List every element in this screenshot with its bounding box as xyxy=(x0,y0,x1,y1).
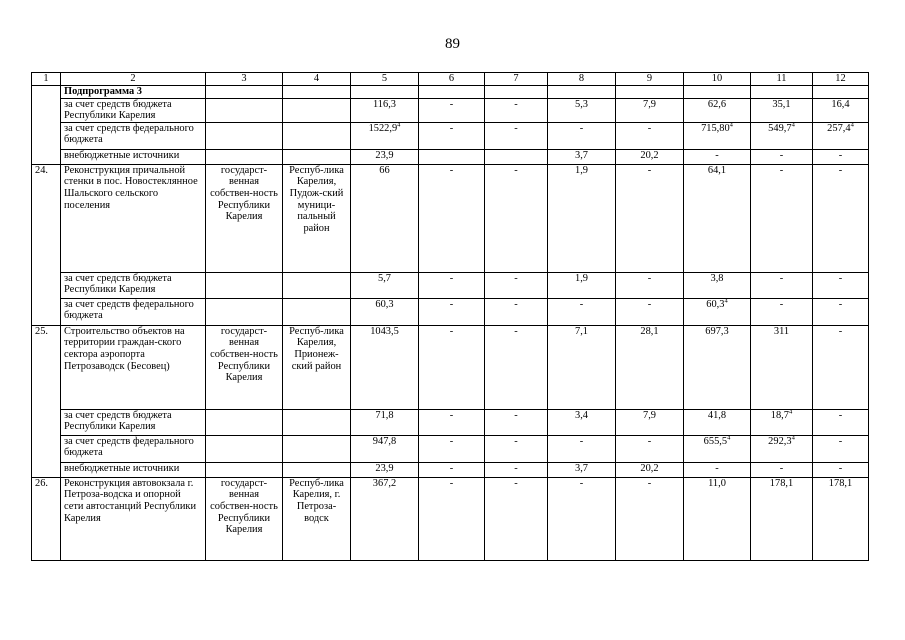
cell-text: - xyxy=(514,272,518,284)
cell-text: - xyxy=(647,298,652,310)
table-cell xyxy=(751,435,813,462)
column-header xyxy=(206,73,283,86)
cell-text: - xyxy=(514,409,518,421)
table-cell xyxy=(419,435,485,462)
ownership xyxy=(206,477,283,560)
table-cell xyxy=(206,122,283,149)
table-cell xyxy=(419,149,485,164)
table-cell xyxy=(485,477,548,560)
footnote-mark: 4 xyxy=(791,435,795,442)
table-cell xyxy=(351,477,419,560)
cell-text: 60,3 xyxy=(706,298,725,310)
cell-text: 7,9 xyxy=(643,98,656,110)
cell-text: - xyxy=(647,435,652,447)
cell-text: 11,0 xyxy=(708,477,726,489)
column-header xyxy=(684,73,751,86)
table-cell xyxy=(751,477,813,560)
table-cell xyxy=(206,435,283,462)
cell-text: 311 xyxy=(773,325,790,337)
table-cell xyxy=(283,272,351,298)
table-cell xyxy=(616,435,684,462)
cell-text: внебюджетные источники xyxy=(64,462,180,474)
table-cell xyxy=(813,164,869,272)
table-cell xyxy=(485,462,548,477)
subprogram-title xyxy=(61,85,206,98)
table-cell xyxy=(616,149,684,164)
cell-text: 257,4 xyxy=(827,122,851,134)
table-cell xyxy=(485,98,548,122)
table-row xyxy=(32,435,869,462)
cell-text: - xyxy=(779,272,784,284)
cell-text: 71,8 xyxy=(375,409,394,421)
table-row xyxy=(32,149,869,164)
column-header xyxy=(61,73,206,86)
cell-text: 41,8 xyxy=(707,409,727,421)
cell-text: - xyxy=(779,298,784,310)
table-cell xyxy=(548,298,616,325)
table-cell xyxy=(813,98,869,122)
cell-text: - xyxy=(647,122,652,134)
cell-text: за счет средств федерального бюджета xyxy=(64,435,194,459)
location xyxy=(283,477,351,560)
column-header xyxy=(616,73,684,86)
cell-text: - xyxy=(514,298,518,310)
column-header xyxy=(351,73,419,86)
cell-text: 66 xyxy=(379,164,390,176)
footnote-mark: 4 xyxy=(397,122,401,129)
table-cell xyxy=(548,409,616,435)
table-cell xyxy=(419,272,485,298)
cell-text: 62,6 xyxy=(707,98,727,110)
table-row xyxy=(32,272,869,298)
cell-text: Респуб-лика Карелия, г. Петроза-водск xyxy=(289,477,344,524)
table-cell xyxy=(485,409,548,435)
cell-text: - xyxy=(715,462,719,474)
table-cell xyxy=(548,477,616,560)
table-cell xyxy=(485,149,548,164)
table-cell xyxy=(548,164,616,272)
table-cell xyxy=(419,409,485,435)
table-cell xyxy=(684,462,751,477)
table-cell xyxy=(684,409,751,435)
cell-text: 5,7 xyxy=(378,272,391,284)
table-cell xyxy=(616,98,684,122)
cell-text: 715,80 xyxy=(701,122,730,134)
row-number-cell xyxy=(32,85,61,164)
table-cell xyxy=(684,272,751,298)
column-header xyxy=(283,73,351,86)
table-cell xyxy=(419,462,485,477)
funding-source-label xyxy=(61,98,206,122)
funding-source-label xyxy=(61,409,206,435)
cell-text: 3,8 xyxy=(710,272,724,284)
table-cell xyxy=(813,409,869,435)
table-cell xyxy=(751,164,813,272)
cell-text: - xyxy=(514,325,518,337)
table-row xyxy=(32,85,869,98)
table-cell xyxy=(548,272,616,298)
cell-text: 3,7 xyxy=(575,462,588,474)
cell-text: - xyxy=(838,325,843,337)
cell-text: - xyxy=(838,298,843,310)
cell-text: Респуб-лика Карелия, Пудож-ский муници-пальный район xyxy=(289,164,344,234)
footnote-mark: 4 xyxy=(791,122,795,129)
cell-text: 8 xyxy=(578,73,585,84)
column-header xyxy=(32,73,61,86)
cell-text: - xyxy=(579,122,584,134)
project-name xyxy=(61,477,206,560)
table-cell xyxy=(283,85,351,98)
ownership xyxy=(206,164,283,272)
table-row xyxy=(32,122,869,149)
cell-text: - xyxy=(838,409,843,421)
cell-text: 60,3 xyxy=(375,298,394,310)
cell-text: - xyxy=(514,462,518,474)
table-cell xyxy=(351,98,419,122)
table-cell xyxy=(751,409,813,435)
cell-text: 3 xyxy=(241,73,247,84)
cell-text: 18,7 xyxy=(770,409,789,421)
location xyxy=(283,164,351,272)
cell-text: - xyxy=(514,435,518,447)
cell-text: - xyxy=(449,462,454,474)
table-cell xyxy=(419,85,485,98)
cell-text: - xyxy=(838,272,843,284)
table-cell xyxy=(419,325,485,409)
cell-text: государст-венная собствен-ность Республики Карелия xyxy=(210,325,278,384)
cell-text: 35,1 xyxy=(772,98,791,110)
table-cell xyxy=(283,149,351,164)
cell-text: 20,2 xyxy=(640,462,659,474)
row-number xyxy=(32,325,61,477)
cell-text: - xyxy=(449,325,454,337)
cell-text: 655,5 xyxy=(703,435,728,447)
table-cell xyxy=(684,164,751,272)
table-cell xyxy=(548,149,616,164)
table-cell xyxy=(548,462,616,477)
cell-text: - xyxy=(449,477,454,489)
table-cell xyxy=(206,85,283,98)
cell-text: внебюджетные источники xyxy=(64,149,180,161)
column-header xyxy=(813,73,869,86)
cell-text: - xyxy=(647,272,652,284)
cell-text: 12 xyxy=(835,73,846,84)
cell-text: за счет средств бюджета Республики Карелия xyxy=(64,272,172,296)
table-cell xyxy=(351,122,419,149)
table-cell xyxy=(548,85,616,98)
cell-text: 549,7 xyxy=(768,122,792,134)
cell-text: 11 xyxy=(776,73,787,84)
cell-text: 1,9 xyxy=(575,164,588,176)
table-cell xyxy=(485,164,548,272)
funding-source-label xyxy=(61,462,206,477)
table-cell xyxy=(283,462,351,477)
table-cell xyxy=(351,85,419,98)
table-cell xyxy=(206,98,283,122)
cell-text: 1043,5 xyxy=(370,325,399,337)
table-cell xyxy=(616,272,684,298)
table-cell xyxy=(616,298,684,325)
funding-source-label xyxy=(61,122,206,149)
table-cell xyxy=(813,85,869,98)
table-cell xyxy=(351,272,419,298)
cell-text: - xyxy=(579,435,584,447)
table-cell xyxy=(283,298,351,325)
cell-text: Респуб-лика Карелия, Прионеж-ский район xyxy=(289,325,344,372)
cell-text: 25. xyxy=(35,325,48,337)
cell-text: - xyxy=(514,477,518,489)
table-cell xyxy=(548,435,616,462)
table-cell xyxy=(751,298,813,325)
table-cell xyxy=(206,409,283,435)
table-cell xyxy=(684,122,751,149)
table-row xyxy=(32,298,869,325)
footnote-mark: 4 xyxy=(727,435,731,442)
cell-text: - xyxy=(647,164,652,176)
cell-text: - xyxy=(579,477,584,489)
table-cell xyxy=(548,98,616,122)
footnote-mark: 4 xyxy=(850,122,854,129)
table-cell xyxy=(419,477,485,560)
funding-source-label xyxy=(61,435,206,462)
cell-text: 4 xyxy=(313,73,320,84)
column-header xyxy=(485,73,548,86)
cell-text: за счет средств федерального бюджета xyxy=(64,298,194,322)
table-cell xyxy=(351,409,419,435)
cell-text: государст-венная собствен-ность Республики Карелия xyxy=(210,477,278,536)
location xyxy=(283,325,351,409)
table-cell xyxy=(684,477,751,560)
cell-text: 23,9 xyxy=(375,462,394,474)
table-cell xyxy=(813,435,869,462)
cell-text: - xyxy=(838,164,843,176)
funding-source-label xyxy=(61,298,206,325)
table-cell xyxy=(351,462,419,477)
footnote-mark: 4 xyxy=(788,409,793,416)
table-cell xyxy=(751,325,813,409)
cell-text: 7,9 xyxy=(643,409,656,421)
ownership xyxy=(206,325,283,409)
cell-text: 7 xyxy=(513,73,519,84)
table-cell xyxy=(351,298,419,325)
cell-text: 947,8 xyxy=(372,435,397,447)
table-cell xyxy=(351,149,419,164)
table-cell xyxy=(813,298,869,325)
table-cell xyxy=(813,462,869,477)
cell-text: 1 xyxy=(43,73,49,84)
table-row xyxy=(32,477,869,560)
table-cell xyxy=(206,462,283,477)
table-cell xyxy=(813,149,869,164)
table-cell xyxy=(419,298,485,325)
project-name xyxy=(61,164,206,272)
cell-text: 1,9 xyxy=(575,272,588,284)
cell-text: - xyxy=(449,98,454,110)
cell-text: 178,1 xyxy=(769,477,794,489)
cell-text: 5,3 xyxy=(575,98,588,110)
cell-text: - xyxy=(449,435,454,447)
table-cell xyxy=(616,325,684,409)
table-cell xyxy=(616,85,684,98)
table-cell xyxy=(751,462,813,477)
cell-text: за счет средств бюджета Республики Карелия xyxy=(64,98,172,122)
table-cell xyxy=(616,164,684,272)
table-cell xyxy=(206,298,283,325)
cell-text: 5 xyxy=(381,73,388,84)
table-cell xyxy=(813,122,869,149)
table-cell xyxy=(751,149,813,164)
cell-text: - xyxy=(514,164,518,176)
table-cell xyxy=(684,98,751,122)
cell-text: Реконструкция причальной стенки в пос. Новостеклянное Шальского сельского поселения xyxy=(64,164,198,211)
column-header xyxy=(419,73,485,86)
table-cell xyxy=(485,85,548,98)
table-row xyxy=(32,164,869,272)
cell-text: 6 xyxy=(448,73,455,84)
cell-text: 28,1 xyxy=(640,325,659,337)
cell-text: 367,2 xyxy=(372,477,397,489)
table-cell xyxy=(751,272,813,298)
cell-text: 178,1 xyxy=(828,477,853,489)
budget-table xyxy=(31,72,869,561)
cell-text: - xyxy=(449,164,454,176)
cell-text: - xyxy=(715,149,719,161)
table-cell xyxy=(684,435,751,462)
cell-text: 116,3 xyxy=(373,98,396,110)
cell-text: 26. xyxy=(35,477,48,489)
cell-text: 1522,9 xyxy=(368,122,398,134)
funding-source-label xyxy=(61,149,206,164)
row-number xyxy=(32,477,61,560)
footnote-mark: 4 xyxy=(729,122,733,129)
table-cell xyxy=(548,325,616,409)
cell-text: - xyxy=(779,149,784,161)
cell-text: - xyxy=(838,149,843,161)
cell-text: Строительство объектов на территории граждан-ского сектора аэропорта Петрозаводск (Бесовец) xyxy=(64,325,185,372)
table-cell xyxy=(419,164,485,272)
table-cell xyxy=(616,409,684,435)
cell-text: - xyxy=(838,435,843,447)
cell-text: 24. xyxy=(35,164,48,176)
table-cell xyxy=(206,149,283,164)
cell-text: 3,4 xyxy=(575,409,588,421)
table-cell xyxy=(548,122,616,149)
table-cell xyxy=(283,98,351,122)
cell-text: Подпрограмма 3 xyxy=(64,85,142,97)
table-cell xyxy=(419,98,485,122)
table-cell xyxy=(485,325,548,409)
cell-text: - xyxy=(647,477,652,489)
table-cell xyxy=(813,272,869,298)
column-header xyxy=(751,73,813,86)
cell-text: 20,2 xyxy=(640,149,659,161)
table-cell xyxy=(813,325,869,409)
cell-text: - xyxy=(514,122,518,134)
cell-text: - xyxy=(838,462,843,474)
cell-text: - xyxy=(779,462,784,474)
table-cell xyxy=(485,435,548,462)
cell-text: - xyxy=(779,164,784,176)
cell-text: 16,4 xyxy=(831,98,850,110)
table-cell xyxy=(684,85,751,98)
table-cell xyxy=(684,298,751,325)
cell-text: 7,1 xyxy=(575,325,588,337)
table-cell xyxy=(351,435,419,462)
table-cell xyxy=(751,98,813,122)
cell-text: - xyxy=(449,298,454,310)
cell-text: - xyxy=(579,298,584,310)
table-cell xyxy=(485,298,548,325)
cell-text: за счет средств федерального бюджета xyxy=(64,122,194,146)
cell-text: - xyxy=(514,98,518,110)
row-number xyxy=(32,164,61,325)
cell-text: 3,7 xyxy=(575,149,588,161)
table-cell xyxy=(206,272,283,298)
cell-text: 64,1 xyxy=(707,164,727,176)
table-cell xyxy=(684,149,751,164)
column-header xyxy=(548,73,616,86)
table-cell xyxy=(283,409,351,435)
cell-text: 292,3 xyxy=(768,435,792,447)
table-row xyxy=(32,462,869,477)
table-cell xyxy=(616,462,684,477)
table-cell xyxy=(751,85,813,98)
cell-text: 23,9 xyxy=(375,149,394,161)
table-cell xyxy=(351,164,419,272)
table-cell xyxy=(684,325,751,409)
table-cell xyxy=(485,272,548,298)
table-cell xyxy=(616,477,684,560)
cell-text: - xyxy=(449,272,454,284)
table-row xyxy=(32,98,869,122)
table-row xyxy=(32,325,869,409)
header-row xyxy=(32,73,869,86)
cell-text: государст-венная собствен-ность Республики Карелия xyxy=(210,164,278,223)
table-cell xyxy=(751,122,813,149)
footnote-mark: 4 xyxy=(724,298,728,305)
cell-text: - xyxy=(449,122,454,134)
cell-text: 10 xyxy=(711,73,723,84)
cell-text: 697,3 xyxy=(705,325,729,337)
cell-text: Реконструкция автовокзала г. Петроза-водска и опорной сети автостанций Республики Карелия xyxy=(64,477,197,524)
table-cell xyxy=(283,122,351,149)
table-cell xyxy=(351,325,419,409)
cell-text: 9 xyxy=(646,73,653,84)
table-cell xyxy=(419,122,485,149)
table-cell xyxy=(283,435,351,462)
table-row xyxy=(32,409,869,435)
cell-text: 2 xyxy=(130,73,136,84)
project-name xyxy=(61,325,206,409)
cell-text: - xyxy=(449,409,454,421)
table-cell xyxy=(485,122,548,149)
funding-source-label xyxy=(61,272,206,298)
page-number: 89 xyxy=(445,36,460,52)
table-cell xyxy=(813,477,869,560)
table-cell xyxy=(616,122,684,149)
cell-text: за счет средств бюджета Республики Карелия xyxy=(64,409,172,433)
